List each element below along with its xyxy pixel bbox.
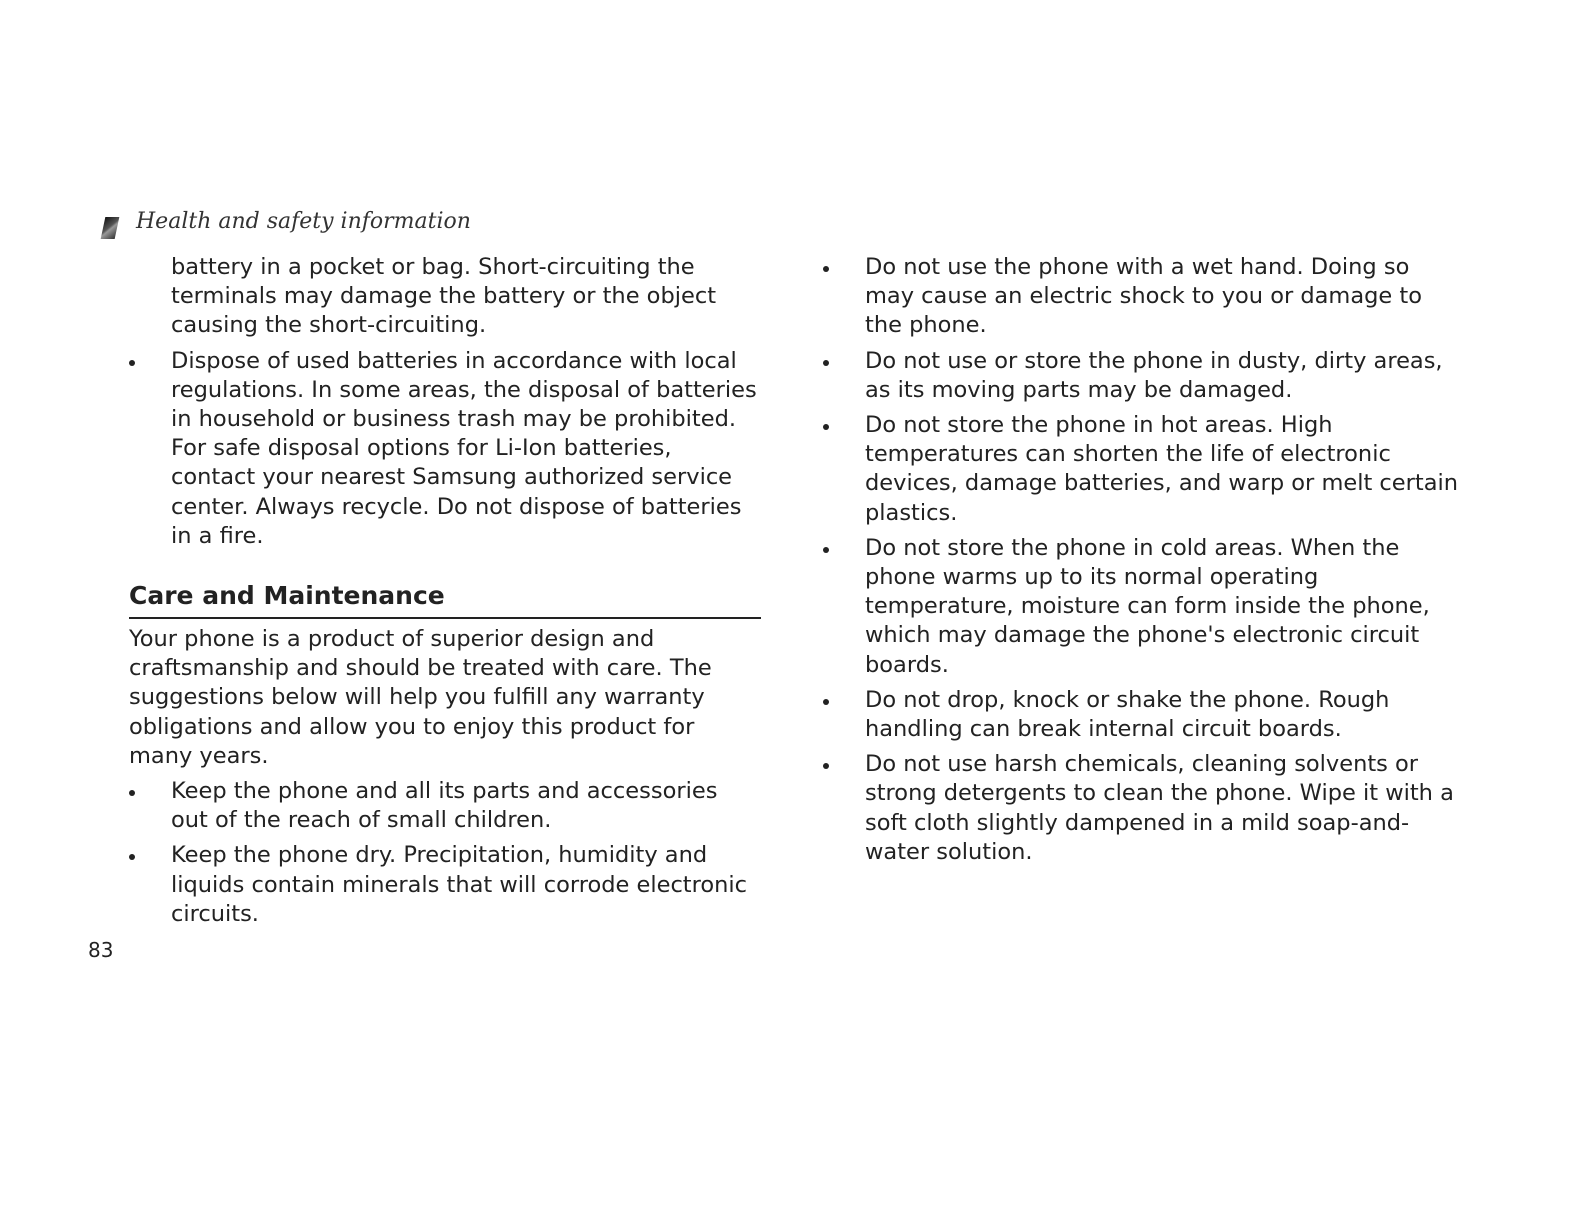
intro-paragraph: Your phone is a product of superior design and craftsmanship and should be treated with care. The suggestions below will help you fulfill any warranty obligations and allow you to enjoy this product for many years. (129, 626, 712, 769)
care-bullet-list-left (129, 777, 761, 929)
bullet-icon (823, 763, 829, 769)
header-bar-icon (101, 217, 120, 239)
list-item (823, 253, 1463, 341)
list-item (129, 777, 761, 835)
list-item (823, 750, 1463, 867)
bullet-icon (823, 266, 829, 272)
list-item (823, 411, 1463, 528)
list-item-text: Do not drop, knock or shake the phone. Rough handling can break internal circuit boards. (865, 686, 1390, 743)
care-bullet-list-right (823, 253, 1463, 867)
list-item-text: Keep the phone and all its parts and accessories out of the reach of small children. (171, 778, 718, 834)
bullet-icon (823, 360, 829, 366)
bullet-icon (129, 854, 135, 860)
page-number: 83 (88, 938, 114, 962)
list-item (129, 347, 761, 551)
list-item (823, 534, 1463, 680)
list-item-text: Do not use or store the phone in dusty, dirty areas, as its moving parts may be damaged. (865, 347, 1443, 403)
list-item-text: Do not store the phone in cold areas. When the phone warms up to its normal operating temperature, moisture can form inside the phone, which may damage the phone's electronic circuit boards. (865, 534, 1430, 678)
bullet-icon (823, 547, 829, 553)
bullet-icon (823, 699, 829, 705)
list-item (823, 686, 1463, 744)
battery-bullet-list (129, 347, 761, 551)
bullet-icon (129, 360, 135, 366)
section-heading: Care and Maintenance (129, 581, 761, 619)
bullet-icon (823, 424, 829, 430)
bullet-icon (129, 790, 135, 796)
list-item (129, 841, 761, 929)
left-column (129, 253, 761, 935)
list-item-text: Dispose of used batteries in accordance with local regulations. In some areas, the disposal of batteries in household or business trash may be prohibited. For safe disposal options for Li-Ion batteries, contact your nearest Samsung authorized service center. Always recycle. Do not dispose of batteries in a fire. (171, 347, 757, 549)
list-item-text: Do not store the phone in hot areas. High temperatures can shorten the life of electronic devices, damage batteries, and warp or melt certain plastics. (865, 412, 1459, 526)
list-item-text: Do not use harsh chemicals, cleaning solvents or strong detergents to clean the phone. Wipe it with a soft cloth slightly dampened in a mild soap-and-water solution. (865, 751, 1454, 865)
list-item-text: Do not use the phone with a wet hand. Doing so may cause an electric shock to you or damage to the phone. (865, 254, 1423, 339)
list-item (823, 347, 1463, 405)
list-item-text: Keep the phone dry. Precipitation, humidity and liquids contain minerals that will corrode electronic circuits. (171, 842, 748, 927)
header-title: Health and safety information (136, 209, 471, 234)
continuation-paragraph: battery in a pocket or bag. Short-circuiting the terminals may damage the battery or the object causing the short-circuiting. (171, 254, 717, 339)
right-column (823, 253, 1463, 873)
